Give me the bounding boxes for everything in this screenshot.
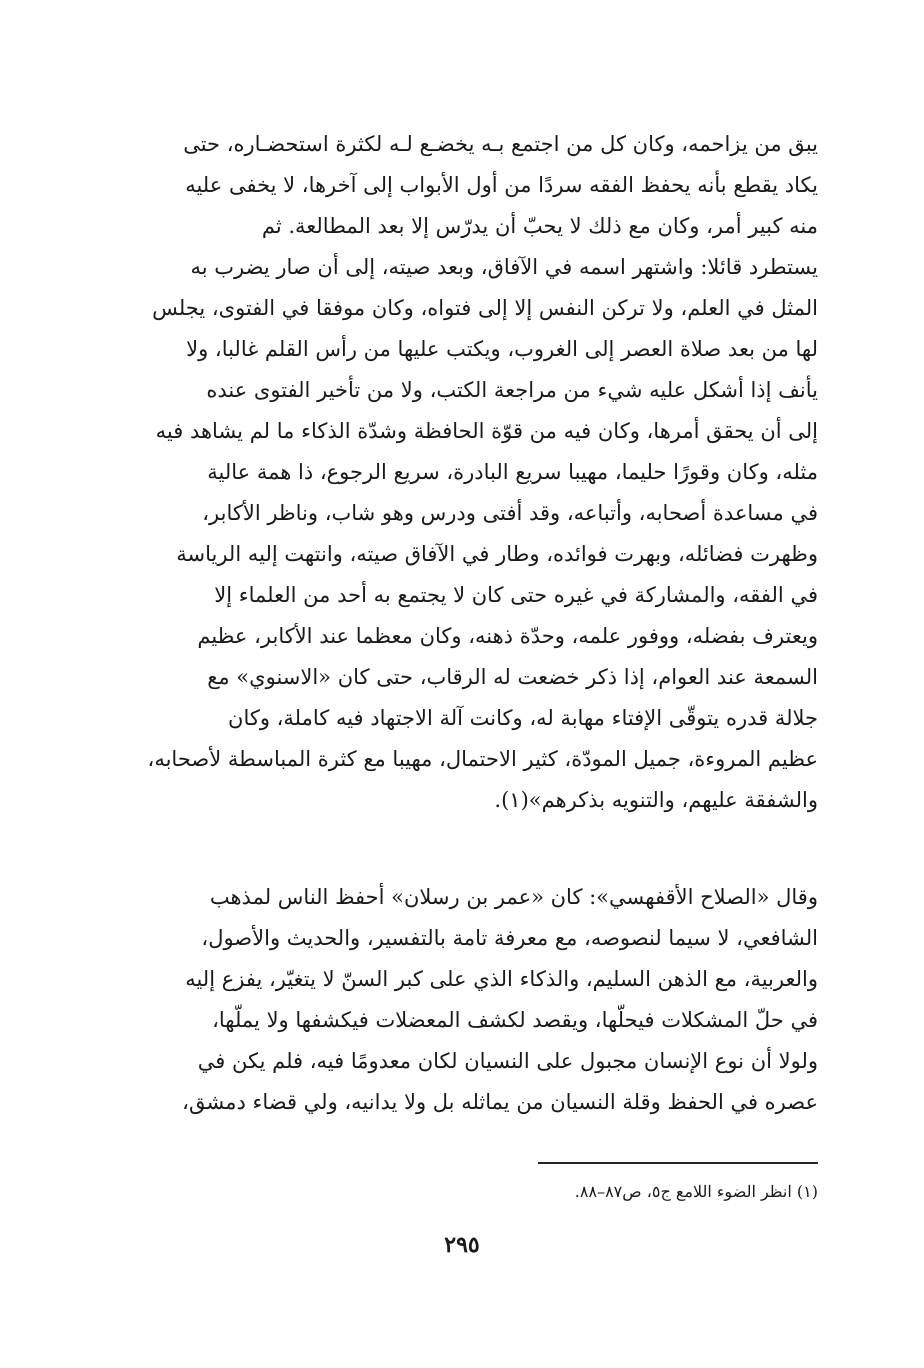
text-line: ولولا أن نوع الإنسان مجبول على النسيان لكان معدومًا فيه، فلم يكن في — [197, 1049, 818, 1073]
text-line: لها من بعد صلاة العصر إلى الغروب، ويكتب عليها من رأس القلم غالبا، ولا — [186, 337, 818, 361]
text-line: إلى أن يحقق أمرها، وكان فيه من قوّة الحافظة وشدّة الذكاء ما لم يشاهد فيه — [155, 419, 818, 443]
page-number: ٢٩٥ — [444, 1232, 480, 1258]
text-line: في مساعدة أصحابه، وأتباعه، وقد أفتى ودرس وهو شاب، وناظر الأكابر، — [202, 501, 818, 525]
text-line: يكاد يقطع بأنه يحفظ الفقه سردًا من أول الأبواب إلى آخرها، لا يخفى عليه — [185, 173, 818, 197]
text-line: في الفقه، والمشاركة في غيره حتى كان لا يجتمع به أحد من العلماء إلا — [214, 583, 818, 607]
text-line: جلالة قدره يتوقّى الإفتاء مهابة له، وكانت آلة الاجتهاد فيه كاملة، وكان — [228, 706, 818, 730]
text-line: منه كبير أمر، وكان مع ذلك لا يحبّ أن يدرّس إلا بعد المطالعة. ثم — [261, 214, 818, 238]
text-line: يستطرد قائلا: واشتهر اسمه في الآفاق، وبعد صيته، إلى أن صار يضرب به — [190, 255, 818, 279]
text-line: عظيم المروءة، جميل المودّة، كثير الاحتمال، مهيبا مع كثرة المباسطة لأصحابه، — [147, 747, 818, 771]
paragraph-2 — [100, 877, 818, 1123]
text-line: مثله، وكان وقورًا حليما، مهيبا سريع البادرة، سريع الرجوع، ذا همة عالية — [207, 460, 818, 484]
text-line: في حلّ المشكلات فيحلّها، ويقصد لكشف المعضلات فيكشفها ولا يملّها، — [212, 1008, 818, 1032]
text-line: وظهرت فضائله، وبهرت فوائده، وطار في الآفاق صيته، وانتهت إليه الرياسة — [176, 542, 818, 566]
paragraph-1 — [100, 124, 818, 821]
text-line: وقال «الصلاح الأقفهسي»: كان «عمر بن رسلان» أحفظ الناس لمذهب — [209, 885, 818, 909]
footnote-divider — [538, 1162, 818, 1164]
text-line: المثل في العلم، ولا تركن النفس إلا إلى فتواه، وكان موفقا في الفتوى، يجلس — [152, 296, 818, 320]
text-line: الشافعي، لا سيما لنصوصه، مع معرفة تامة بالتفسير، والحديث والأصول، — [201, 926, 818, 950]
text-line: السمعة عند العوام، إذا ذكر خضعت له الرقاب، حتى كان «الاسنوي» مع — [207, 665, 818, 689]
text-line: يأنف إذا أشكل عليه شيء من مراجعة الكتب، ولا من تأخير الفتوى عنده — [206, 378, 818, 402]
text-line: والشفقة عليهم، والتنويه بذكرهم»(١). — [494, 788, 818, 812]
text-line: عصره في الحفظ وقلة النسيان من يماثله بل ولا يدانيه، ولي قضاء دمشق، — [182, 1090, 818, 1114]
text-line: ويعترف بفضله، ووفور علمه، وحدّة ذهنه، وكان معظما عند الأكابر، عظيم — [197, 624, 818, 648]
footnote: (١) انظر الضوء اللامع ج٥، ص٨٧–٨٨. — [574, 1182, 818, 1201]
text-line: والعربية، مع الذهن السليم، والذكاء الذي على كبر السنّ لا يتغيّر، يفزع إليه — [185, 967, 818, 991]
text-line: يبق من يزاحمه، وكان كل من اجتمع بـه يخضـع لـه لكثرة استحضـاره، حتى — [183, 132, 818, 156]
